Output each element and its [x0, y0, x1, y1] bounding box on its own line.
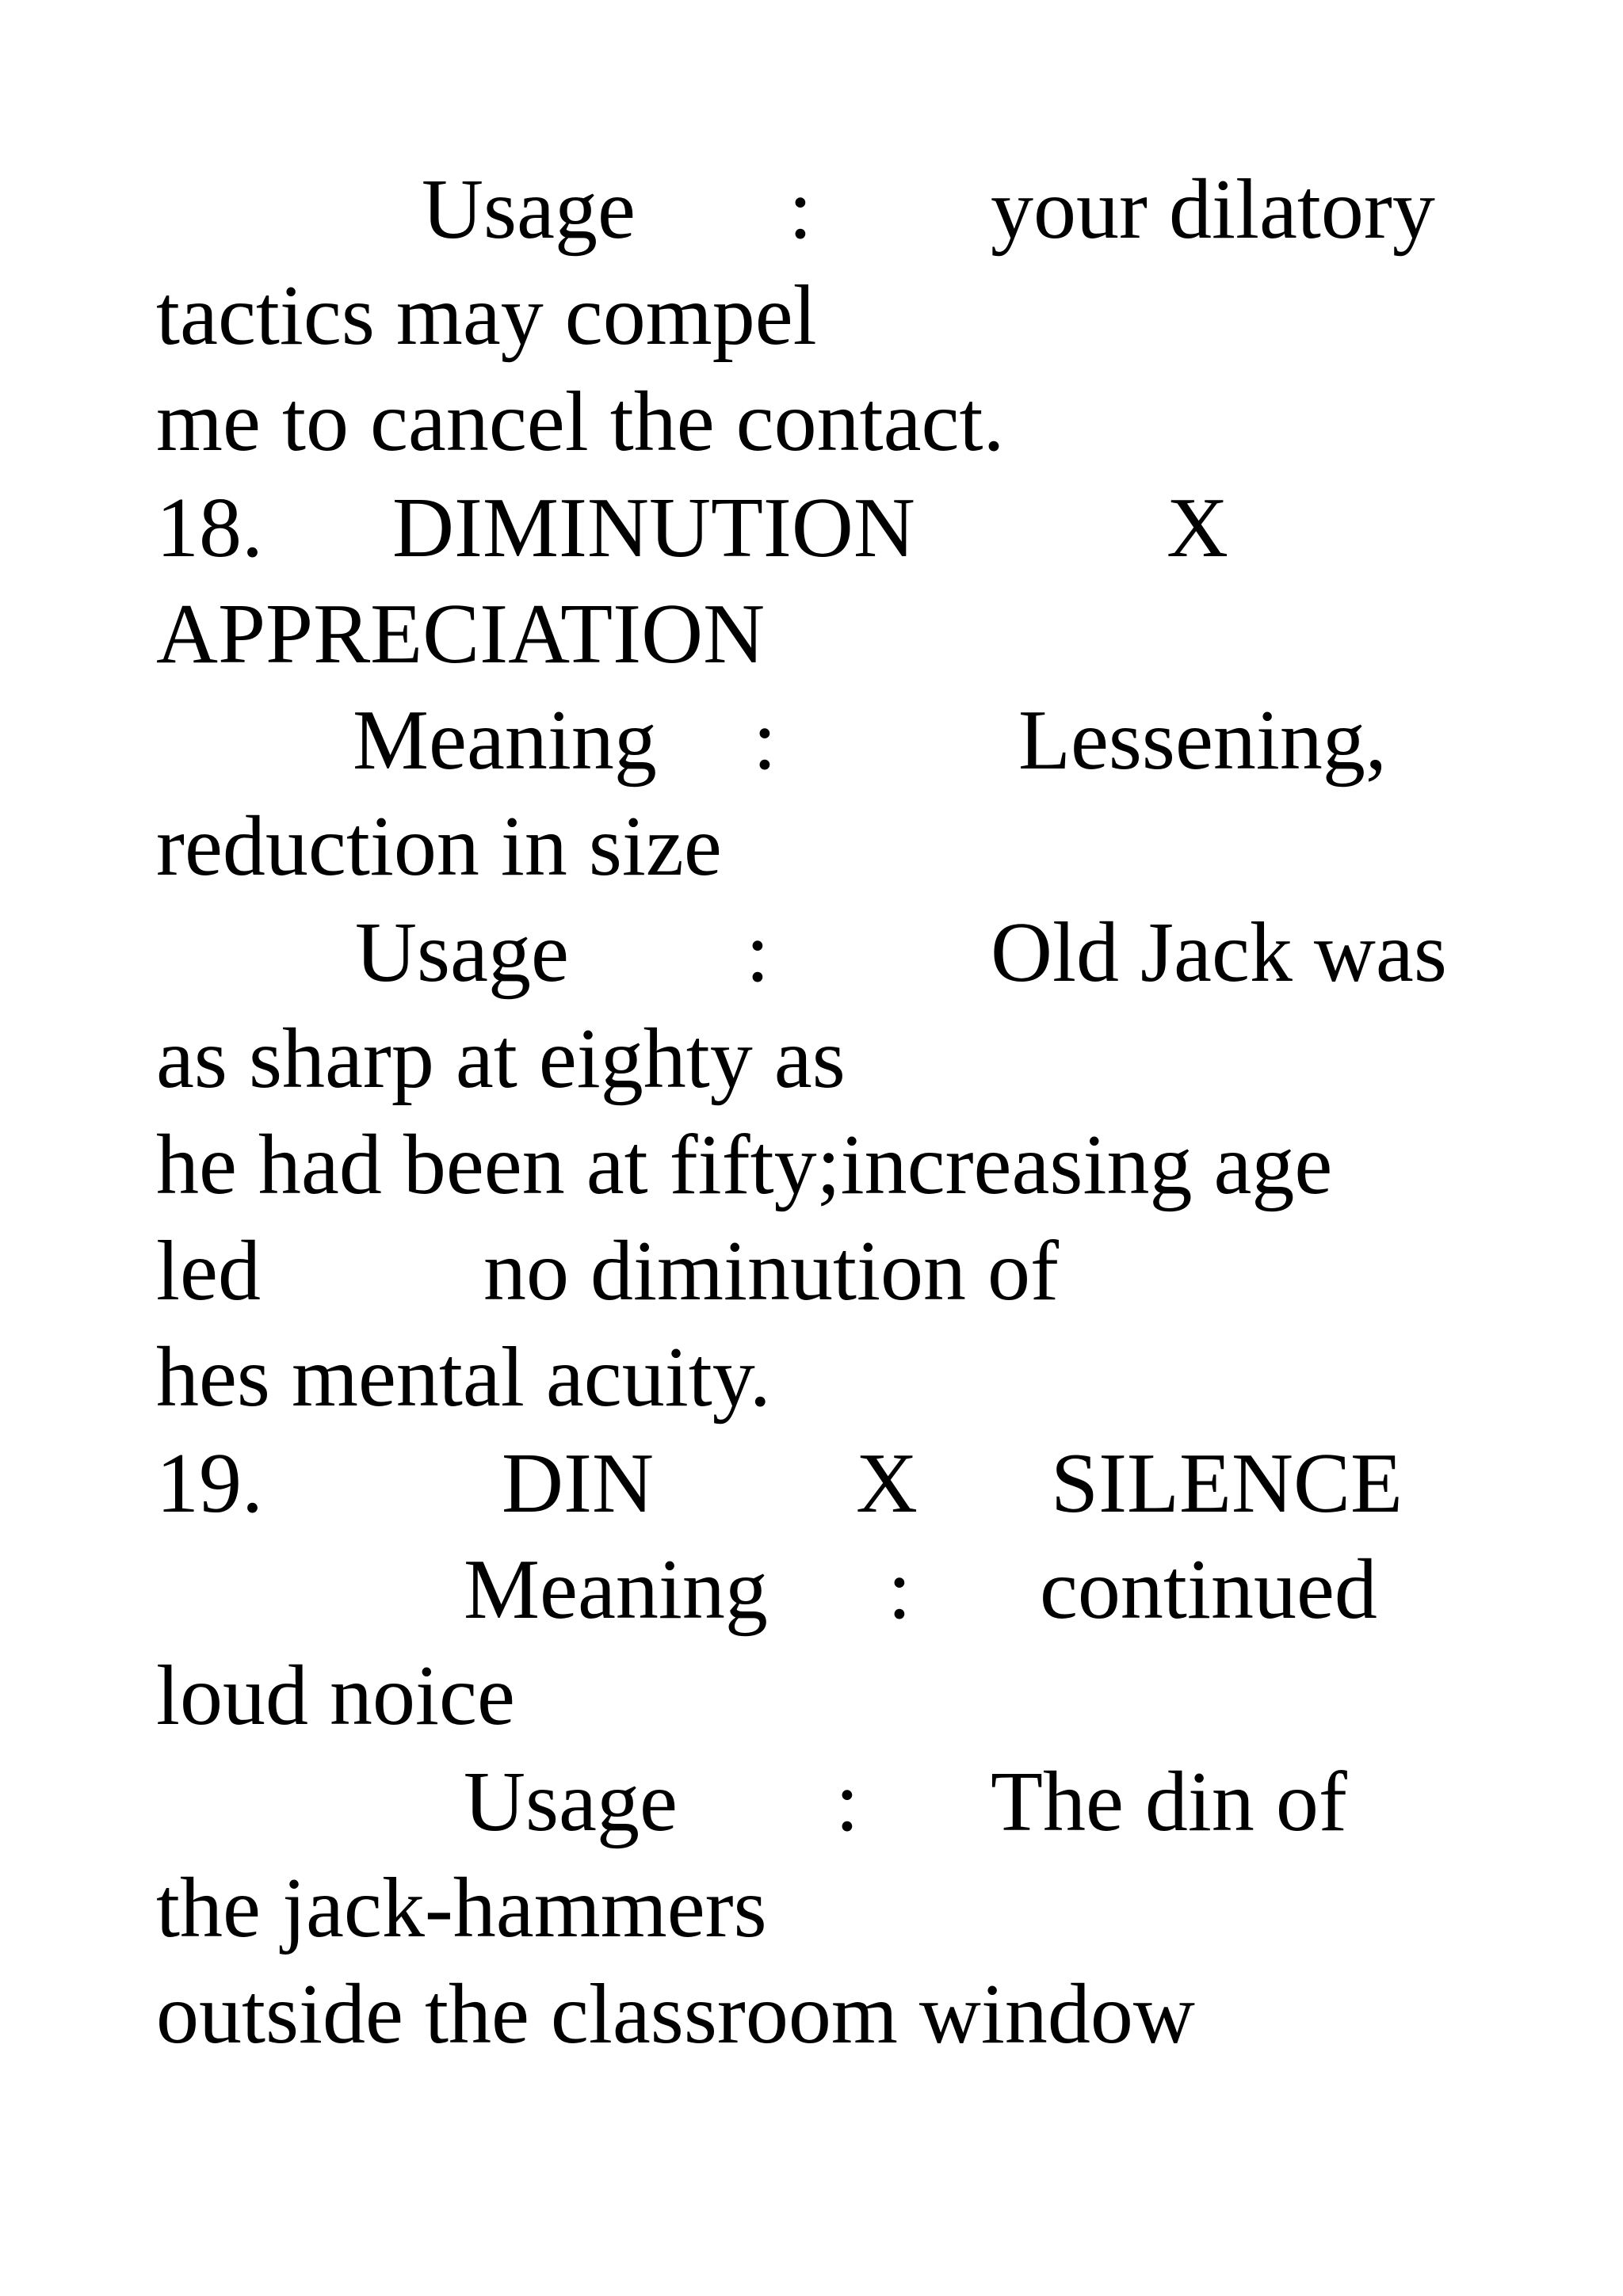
meaning-label: Meaning: [464, 1543, 768, 1637]
usage-text: me to cancel the contact.: [156, 375, 1005, 469]
meaning-text: Lessening,: [1018, 693, 1387, 788]
usage-label: Usage: [355, 906, 569, 1000]
usage-text: the jack-hammers: [156, 1861, 767, 1955]
meaning-text: continued: [1040, 1543, 1377, 1637]
headword: DIN: [502, 1436, 654, 1531]
entry-number: 19.: [156, 1436, 263, 1531]
usage-text-left: led: [156, 1224, 261, 1318]
usage-colon: :: [746, 906, 770, 1000]
meaning-label: Meaning: [353, 693, 657, 788]
usage-text: outside the classroom window: [156, 1967, 1195, 2061]
usage-text-right: no diminution of: [483, 1224, 1059, 1318]
meaning-colon: :: [753, 693, 777, 788]
antonym-separator: X: [856, 1436, 918, 1531]
usage-label: Usage: [422, 162, 636, 257]
antonym: APPRECIATION: [156, 587, 766, 681]
usage-text: hes mental acuity.: [156, 1330, 771, 1425]
meaning-colon: :: [888, 1543, 912, 1637]
headword: DIMINUTION: [392, 481, 915, 575]
usage-label: Usage: [464, 1755, 678, 1849]
usage-text: The din of: [991, 1755, 1347, 1849]
usage-colon: :: [789, 162, 813, 257]
usage-text: tactics may compel: [156, 269, 817, 363]
usage-colon: :: [835, 1755, 860, 1849]
usage-text: he had been at fifty;increasing age: [156, 1118, 1333, 1212]
antonym: SILENCE: [1051, 1436, 1403, 1531]
usage-text: your dilatory: [991, 162, 1435, 257]
antonym-separator: X: [1167, 481, 1228, 575]
usage-text: as sharp at eighty as: [156, 1012, 846, 1106]
meaning-text: loud noice: [156, 1649, 515, 1743]
meaning-text: reduction in size: [156, 799, 722, 894]
entry-number: 18.: [156, 481, 263, 575]
usage-text: Old Jack was: [991, 906, 1447, 1000]
